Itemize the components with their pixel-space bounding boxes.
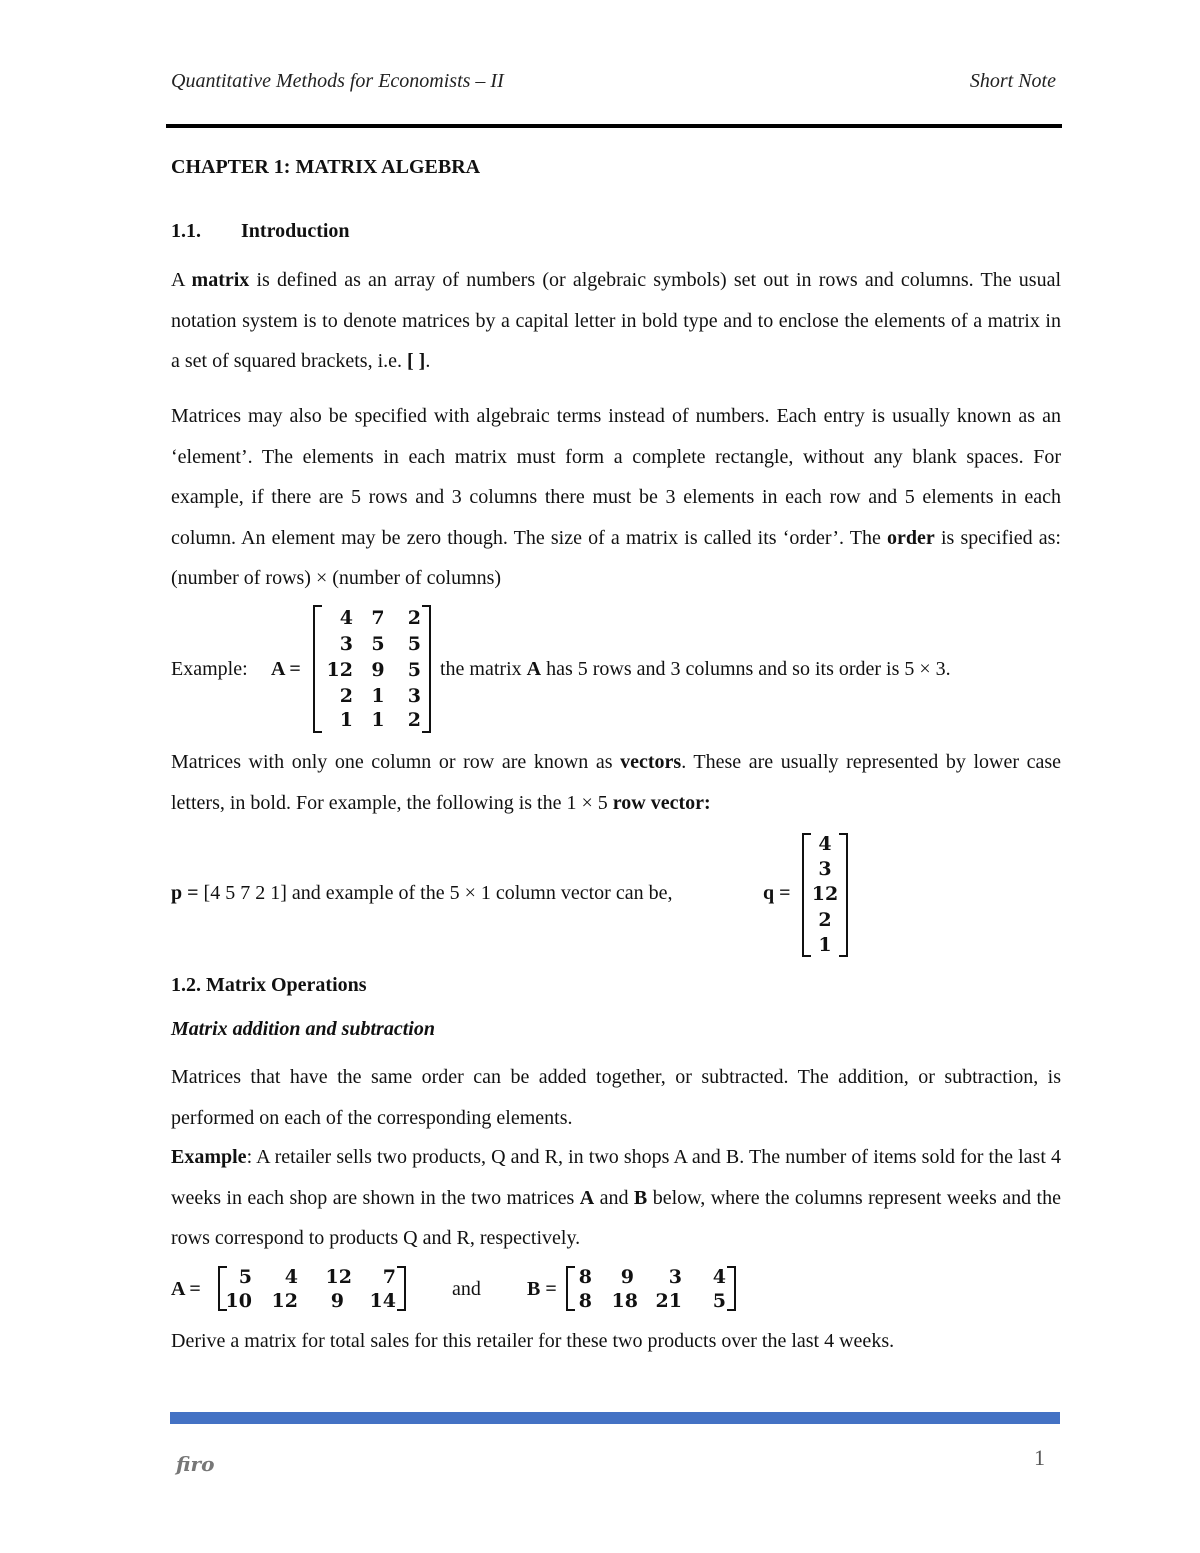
matrix-cell: 2 — [407, 709, 421, 731]
term-order: order — [887, 526, 935, 549]
right-bracket — [727, 1266, 736, 1311]
text: . — [425, 350, 431, 373]
vector-cell: 1 — [818, 934, 832, 956]
matrix-a — [313, 605, 431, 733]
bracket-symbol: [ ] — [407, 350, 426, 373]
text: is defined as an array of numbers (or algebraic symbols) set out in rows and columns. The usual notation system is to denote matrices by a capital letter in bold type and to enclose the elements of a matrix in a set of squared brackets, i.e. — [171, 269, 1062, 373]
matrix-cell: 12 — [271, 1290, 298, 1312]
matrix-cell: 5 — [712, 1290, 726, 1312]
matrix-cell: 1 — [371, 685, 385, 707]
matrix-cell: 18 — [611, 1290, 638, 1312]
vector-cell: 2 — [818, 909, 832, 931]
matrix-cell: 7 — [371, 607, 385, 629]
footer-bar — [170, 1412, 1060, 1424]
term-row-vector: row vector: — [612, 791, 711, 814]
text: has 5 rows and 3 columns and so its order is 5 × 3. — [541, 658, 951, 680]
matrix-cell: 1 — [339, 709, 353, 731]
subsection-addition-heading: Matrix addition and subtraction — [171, 1018, 435, 1040]
sales-matrix-b-label: B = — [527, 1278, 557, 1300]
matrix-cell: 9 — [330, 1290, 344, 1312]
matrix-cell: 9 — [371, 659, 385, 681]
intro-paragraph-2 — [171, 396, 1061, 599]
matrix-cell: 8 — [578, 1266, 592, 1288]
matrix-cell: 1 — [371, 709, 385, 731]
text: below, where the columns represent weeks and the rows correspond to products Q and R, respectively. — [171, 1186, 1061, 1250]
operations-paragraph: Matrices that have the same order can be added together, or subtracted. The addition, or subtraction, is performed on each of the corresponding elements. — [171, 1066, 1061, 1129]
vector-cell: 4 — [818, 833, 832, 855]
section-introduction-heading — [171, 220, 350, 243]
sales-matrix-a — [218, 1266, 406, 1311]
matrix-cell: 14 — [369, 1290, 396, 1312]
matrix-cell: 3 — [407, 685, 421, 707]
example-description — [440, 658, 951, 681]
term-a: A — [579, 1186, 595, 1209]
vector-q-label: q = — [763, 882, 791, 904]
matrix-cell: 2 — [407, 607, 421, 629]
author-signature: firo — [176, 1452, 215, 1476]
sales-matrix-a-label: A = — [171, 1278, 201, 1300]
section-operations-heading: 1.2. Matrix Operations — [171, 974, 367, 996]
vector-p-value: [4 5 7 2 1] — [203, 882, 287, 904]
vector-cell: 3 — [818, 858, 832, 880]
text: A — [171, 269, 192, 291]
matrix-cell: 7 — [382, 1266, 396, 1288]
and-text: and — [452, 1278, 481, 1300]
vector-p-label: p = — [171, 882, 204, 904]
derive-paragraph: Derive a matrix for total sales for this retailer for these two products over the last 4 weeks. — [171, 1330, 895, 1352]
term-vectors: vectors — [620, 751, 682, 773]
right-bracket — [397, 1266, 406, 1311]
example-label: Example — [171, 1146, 247, 1168]
vector-cell: 12 — [811, 883, 839, 905]
right-bracket — [422, 605, 431, 733]
matrix-a-label: A = — [271, 658, 301, 680]
header-note: Short Note — [969, 70, 1056, 92]
matrix-cell: 4 — [339, 607, 353, 629]
header-rule — [166, 124, 1062, 128]
vector-p-line — [171, 882, 672, 905]
example-label: Example: — [171, 658, 248, 680]
matrix-cell: 21 — [655, 1290, 682, 1312]
order-definition: (number of rows) × (number of columns) — [171, 567, 502, 590]
vectors-paragraph — [171, 742, 1061, 823]
matrix-cell: 12 — [325, 1266, 352, 1288]
matrix-cell: 10 — [225, 1290, 252, 1312]
intro-paragraph-1 — [171, 260, 1061, 382]
section-number: 1.1. — [171, 220, 201, 242]
text: the matrix — [440, 658, 527, 680]
matrix-cell: 3 — [668, 1266, 682, 1288]
text: Matrices with only one column or row are known as — [171, 751, 621, 773]
matrix-cell: 2 — [339, 685, 353, 707]
page-number: 1 — [1034, 1445, 1045, 1470]
matrix-cell: 5 — [407, 633, 421, 655]
matrix-cell: 4 — [284, 1266, 298, 1288]
matrix-cell: 5 — [371, 633, 385, 655]
retailer-example-paragraph — [171, 1137, 1061, 1259]
text: and — [594, 1186, 634, 1209]
text: Matrices may also be specified with algebraic terms instead of numbers. Each entry is usually known as an ‘element’. The elements in each matrix must form a complete rectangle, without any blank spaces. For example, if there are 5 rows and 3 columns there must be 3 elements in each row and 5 elements in each column. An element may be zero though. The size of a matrix is called its ‘order’. The — [171, 405, 1061, 549]
chapter-title: CHAPTER 1: MATRIX ALGEBRA — [171, 156, 481, 178]
text: is specified as: — [934, 526, 1061, 549]
term-matrix: matrix — [191, 269, 250, 291]
term-b: B — [633, 1186, 648, 1209]
header-title: Quantitative Methods for Economists – II — [171, 70, 504, 92]
term-a: A — [526, 658, 542, 680]
text: : A retailer sells two products, Q and R, in two shops A and B. The number of items sold for the last 4 weeks in each shop are shown in the two matrices — [171, 1146, 1061, 1209]
matrix-cell: 4 — [712, 1266, 726, 1288]
sales-matrix-b — [566, 1266, 736, 1311]
matrix-cell: 12 — [326, 659, 353, 681]
matrix-cell: 8 — [578, 1290, 592, 1312]
matrix-cell: 3 — [339, 633, 353, 655]
matrix-cell: 5 — [407, 659, 421, 681]
section-title: Introduction — [241, 220, 350, 242]
matrix-cell: 9 — [620, 1266, 634, 1288]
vector-q — [802, 833, 848, 957]
matrix-cell: 5 — [238, 1266, 252, 1288]
text: and example of the 5 × 1 column vector can be, — [286, 882, 673, 904]
text: . These are usually represented by lower case letters, in bold. For example, the following is the 1 × 5 — [171, 751, 1061, 814]
